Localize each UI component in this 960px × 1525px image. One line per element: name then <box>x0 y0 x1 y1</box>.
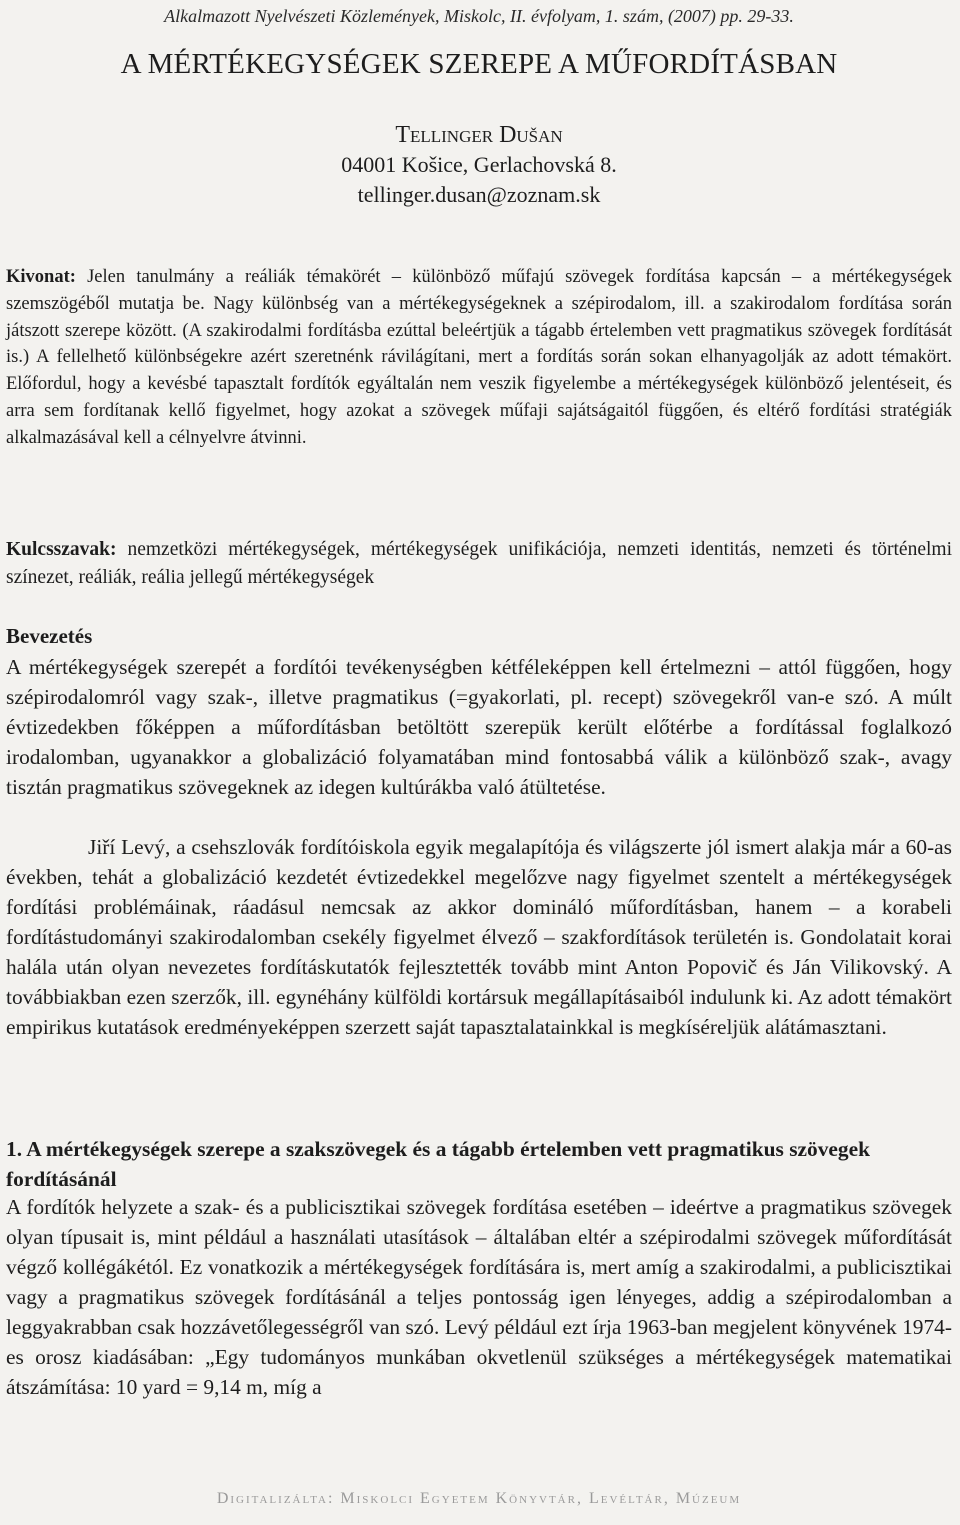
intro-paragraph-2: Jiří Levý, a csehszlovák fordítóiskola egyik megalapítója és világszerte jól ismert alakja már a 60-as években, tehát a globalizáció kezdetét évtizedekkel megelőzve nagy figyelmet szentelt a mértékegységek fordítási problémáinak, ráadásul nemcsak az akkor domináló műfordításban, hanem – a korabeli fordítástudományi szakirodalomban csekély figyelmet élvező – szakfordítások területén is. Gondolatait korai halála után olyan nevezetes fordításkutatók fejlesztették tovább mint Anton Popovič és Ján Vilikovský. A továbbiakban ezen szerzők, ill. egynéhány külföldi kortársuk megállapításaiból indulunk ki. Az adott témakört empirikus kutatások eredményeképpen szerzett saját tapasztalatainkkal is megkíséreljük alátámasztani. <box>6 835 952 1039</box>
section-1-heading: 1. A mértékegységek szerepe a szakszövegek és a tágabb értelemben vett pragmatikus szövegek fordításánál <box>6 1137 870 1191</box>
abstract-text: Jelen tanulmány a reáliák témakörét – különböző műfajú szövegek fordítása kapcsán – a mértékegységek szemszögéből mutatja be. Nagy különbség van a mértékegységeknek a szépirodalom, ill. a szakirodalom fordítása során játszott szerepe között. (A szakirodalmi fordításba ezúttal beleértjük a tágabb értelemben vett pragmatikus szövegek fordítását is.) A fellelhető különbségekre azért szeretnénk rávilágítani, mert a fordítás során sokan elhanyagolják az adott témakört. Előfordul, hogy a kevésbé tapasztalt fordítók egyáltalán nem veszik figyelembe a mértékegységek különböző jelentéseit, és arra sem fordítanak kellő figyelmet, hogy azokat a szövegek műfaji sajátságaitól függően, és eltérő fordítási stratégiák alkalmazásával kell a célnyelvre átvinni. <box>6 267 952 448</box>
section-1-paragraph-1: A fordítók helyzete a szak- és a publicisztikai szövegek fordítása esetében – ideértve a pragmatikus szövegek olyan típusait is, mint például a használati utasítások – általában eltér a szépirodalmi szövegek műfordítását végző kollégákétól. Ez vonatkozik a mértékegységek fordítására is, mert amíg a szakirodalmi, a publicisztikai vagy a pragmatikus szövegek fordításánál a teljes pontosság igen lényeges, addig a szépirodalomban a leggyakrabban csak hozzávetőlegességről van szó. Levý például ezt írja 1963-ban megjelent könyvének 1974-es orosz kiadásában: „Egy tudományos munkában okvetlenül szükséges a mértékegységek matematikai átszámítása: 10 yard = 9,14 m, míg a <box>6 1195 952 1399</box>
article-title: A MÉRTÉKEGYSÉGEK SZEREPE A MŰFORDÍTÁSBAN <box>120 48 838 80</box>
digitization-footer: Digitalizálta: Miskolci Egyetem Könyvtár, Levéltár, Múzeum <box>216 1490 742 1507</box>
keywords <box>6 536 952 592</box>
intro-paragraph-1: A mértékegységek szerepét a fordítói tevékenységben kétféleképpen kell értelmezni – attól függően, hogy szépirodalomról vagy szak-, illetve pragmatikus (=gyakorlati, pl. recept) szövegekről van-e szó. A múlt évtizedekben főképpen a műfordításban betöltött szerepük került előtérbe a fordítással foglalkozó irodalomban, ugyanakkor a globalizáció folyamatában mind fontosabbá válik a különböző szak-, avagy tisztán pragmatikus szövegeknek az idegen kultúrákba való átültetése. <box>6 655 952 799</box>
author-email: tellinger.dusan@zoznam.sk <box>357 182 601 207</box>
abstract-label: Kivonat: <box>6 267 76 287</box>
author-name: Tellinger Dušan <box>395 122 563 148</box>
document-page <box>6 0 952 1525</box>
keywords-label: Kulcsszavak: <box>6 539 117 560</box>
keywords-text: nemzetközi mértékegységek, mértékegységek unifikációja, nemzeti identitás, nemzeti és történelmi színezet, reáliák, reália jellegű mértékegységek <box>6 539 952 588</box>
journal-header: Alkalmazott Nyelvészeti Közlemények, Miskolc, II. évfolyam, 1. szám, (2007) pp. 29-33. <box>164 6 794 26</box>
author-block <box>6 120 952 210</box>
author-address: 04001 Košice, Gerlachovská 8. <box>341 152 617 177</box>
abstract <box>6 264 952 452</box>
intro-heading: Bevezetés <box>6 624 93 648</box>
